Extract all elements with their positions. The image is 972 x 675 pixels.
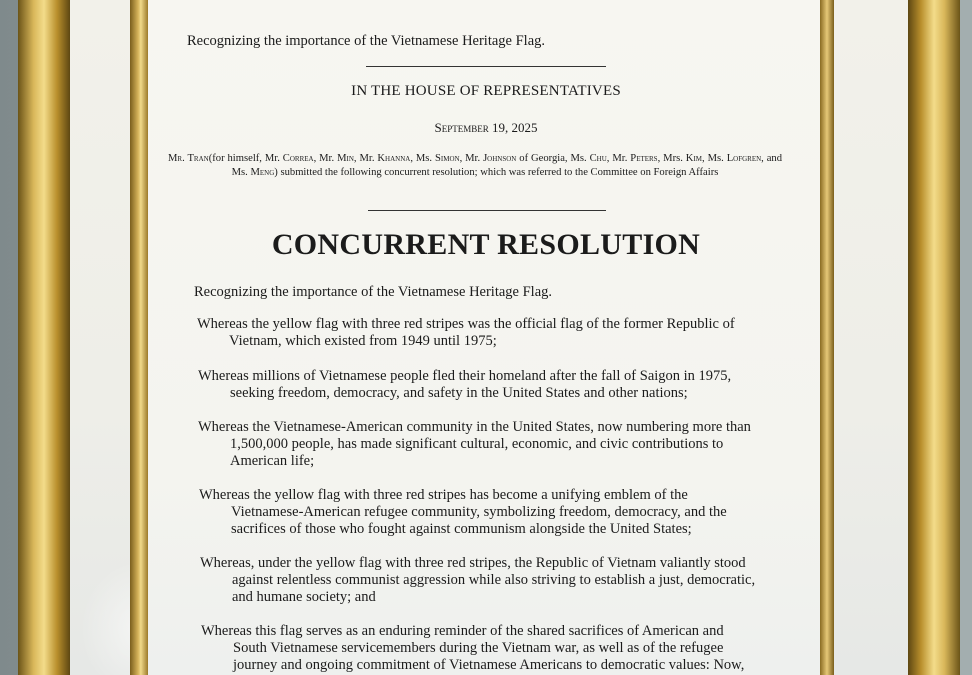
clause-line: 1,500,000 people, has made significant cultural, economic, and civic contributions to [230, 436, 724, 452]
divider-bottom [368, 210, 606, 211]
whereas-clause-1 [197, 316, 735, 350]
whereas-clause-6 [201, 623, 744, 674]
clause-line: seeking freedom, democracy, and safety in the United States and other nations; [230, 385, 688, 401]
sponsor-text: of Georgia, Ms. [516, 153, 590, 164]
sponsor-sep: , and Ms. [231, 153, 783, 178]
document-type-title: CONCURRENT RESOLUTION [271, 228, 701, 261]
cosponsor-kim: Kim [685, 153, 703, 164]
clause-line: Whereas the yellow flag with three red stripes was the official flag of the former Republic of [197, 316, 735, 332]
clause-line: Whereas the Vietnamese-American community in the United States, now numbering more than [198, 419, 751, 435]
clause-line: journey and ongoing commitment of Vietnamese Americans to democratic values: Now, [233, 657, 745, 673]
divider-top [366, 66, 606, 67]
clause-line: sacrifices of those who fought against communism alongside the United States; [231, 521, 692, 537]
sponsor-sep: , Mr. [606, 153, 631, 164]
cosponsor-chu: Chu [589, 153, 607, 164]
sponsor-lead: Mr. Tran [168, 153, 209, 164]
cosponsor-correa: Correa [282, 153, 314, 164]
clause-line: Vietnam, which existed from 1949 until 1975; [229, 333, 497, 349]
cosponsor-peters: Peters [630, 153, 658, 164]
whereas-clause-5 [200, 555, 755, 606]
resolution-purpose: Recognizing the importance of the Vietnamese Heritage Flag. [194, 284, 553, 300]
introduction-date: September 19, 2025 [434, 120, 538, 135]
cosponsor-simon: Simon [435, 153, 460, 164]
clause-line: Whereas this flag serves as an enduring reminder of the shared sacrifices of American and [201, 623, 724, 639]
clause-line: American life; [230, 453, 315, 469]
whereas-clause-4 [199, 487, 727, 538]
sponsor-sep: , Mrs. [657, 153, 686, 164]
sponsor-text: (for himself, Mr. [208, 153, 283, 164]
cosponsor-min: Min [337, 153, 354, 164]
clause-line: and humane society; and [232, 589, 376, 605]
cosponsor-khanna: Khanna [377, 153, 411, 164]
chamber-heading: IN THE HOUSE OF REPRESENTATIVES [351, 83, 621, 99]
sponsor-statement [168, 152, 782, 180]
sponsor-text: ) submitted the following concurrent resolution; which was referred to the Committee on Foreign Affairs [274, 167, 719, 178]
clause-line: against relentless communist aggression while also striving to establish a just, democratic, [232, 572, 756, 588]
whereas-clause-3 [198, 419, 751, 470]
clause-line: Vietnamese-American refugee community, symbolizing freedom, democracy, and the [231, 504, 727, 520]
clause-line: Whereas, under the yellow flag with three red stripes, the Republic of Vietnam valiantly stood [200, 555, 746, 571]
clause-line: Whereas millions of Vietnamese people fled their homeland after the fall of Saigon in 1975, [198, 368, 732, 384]
cosponsor-meng: Meng [250, 167, 275, 178]
cosponsor-johnson: Johnson [483, 153, 517, 164]
sponsor-sep: , Ms. [410, 153, 435, 164]
cosponsor-lofgren: Lofgren [726, 153, 762, 164]
sponsor-sep: , Ms. [702, 153, 727, 164]
whereas-clause-2 [198, 368, 731, 402]
sponsor-sep: , Mr. [459, 153, 484, 164]
clause-line: Whereas the yellow flag with three red stripes has become a unifying emblem of the [199, 487, 688, 503]
clause-line: South Vietnamese servicemembers during the Vietnam war, as well as of the refugee [233, 640, 724, 656]
sponsor-sep: , Mr. [353, 153, 378, 164]
sponsor-sep: , Mr. [313, 153, 338, 164]
short-title: Recognizing the importance of the Vietnamese Heritage Flag. [187, 33, 546, 49]
